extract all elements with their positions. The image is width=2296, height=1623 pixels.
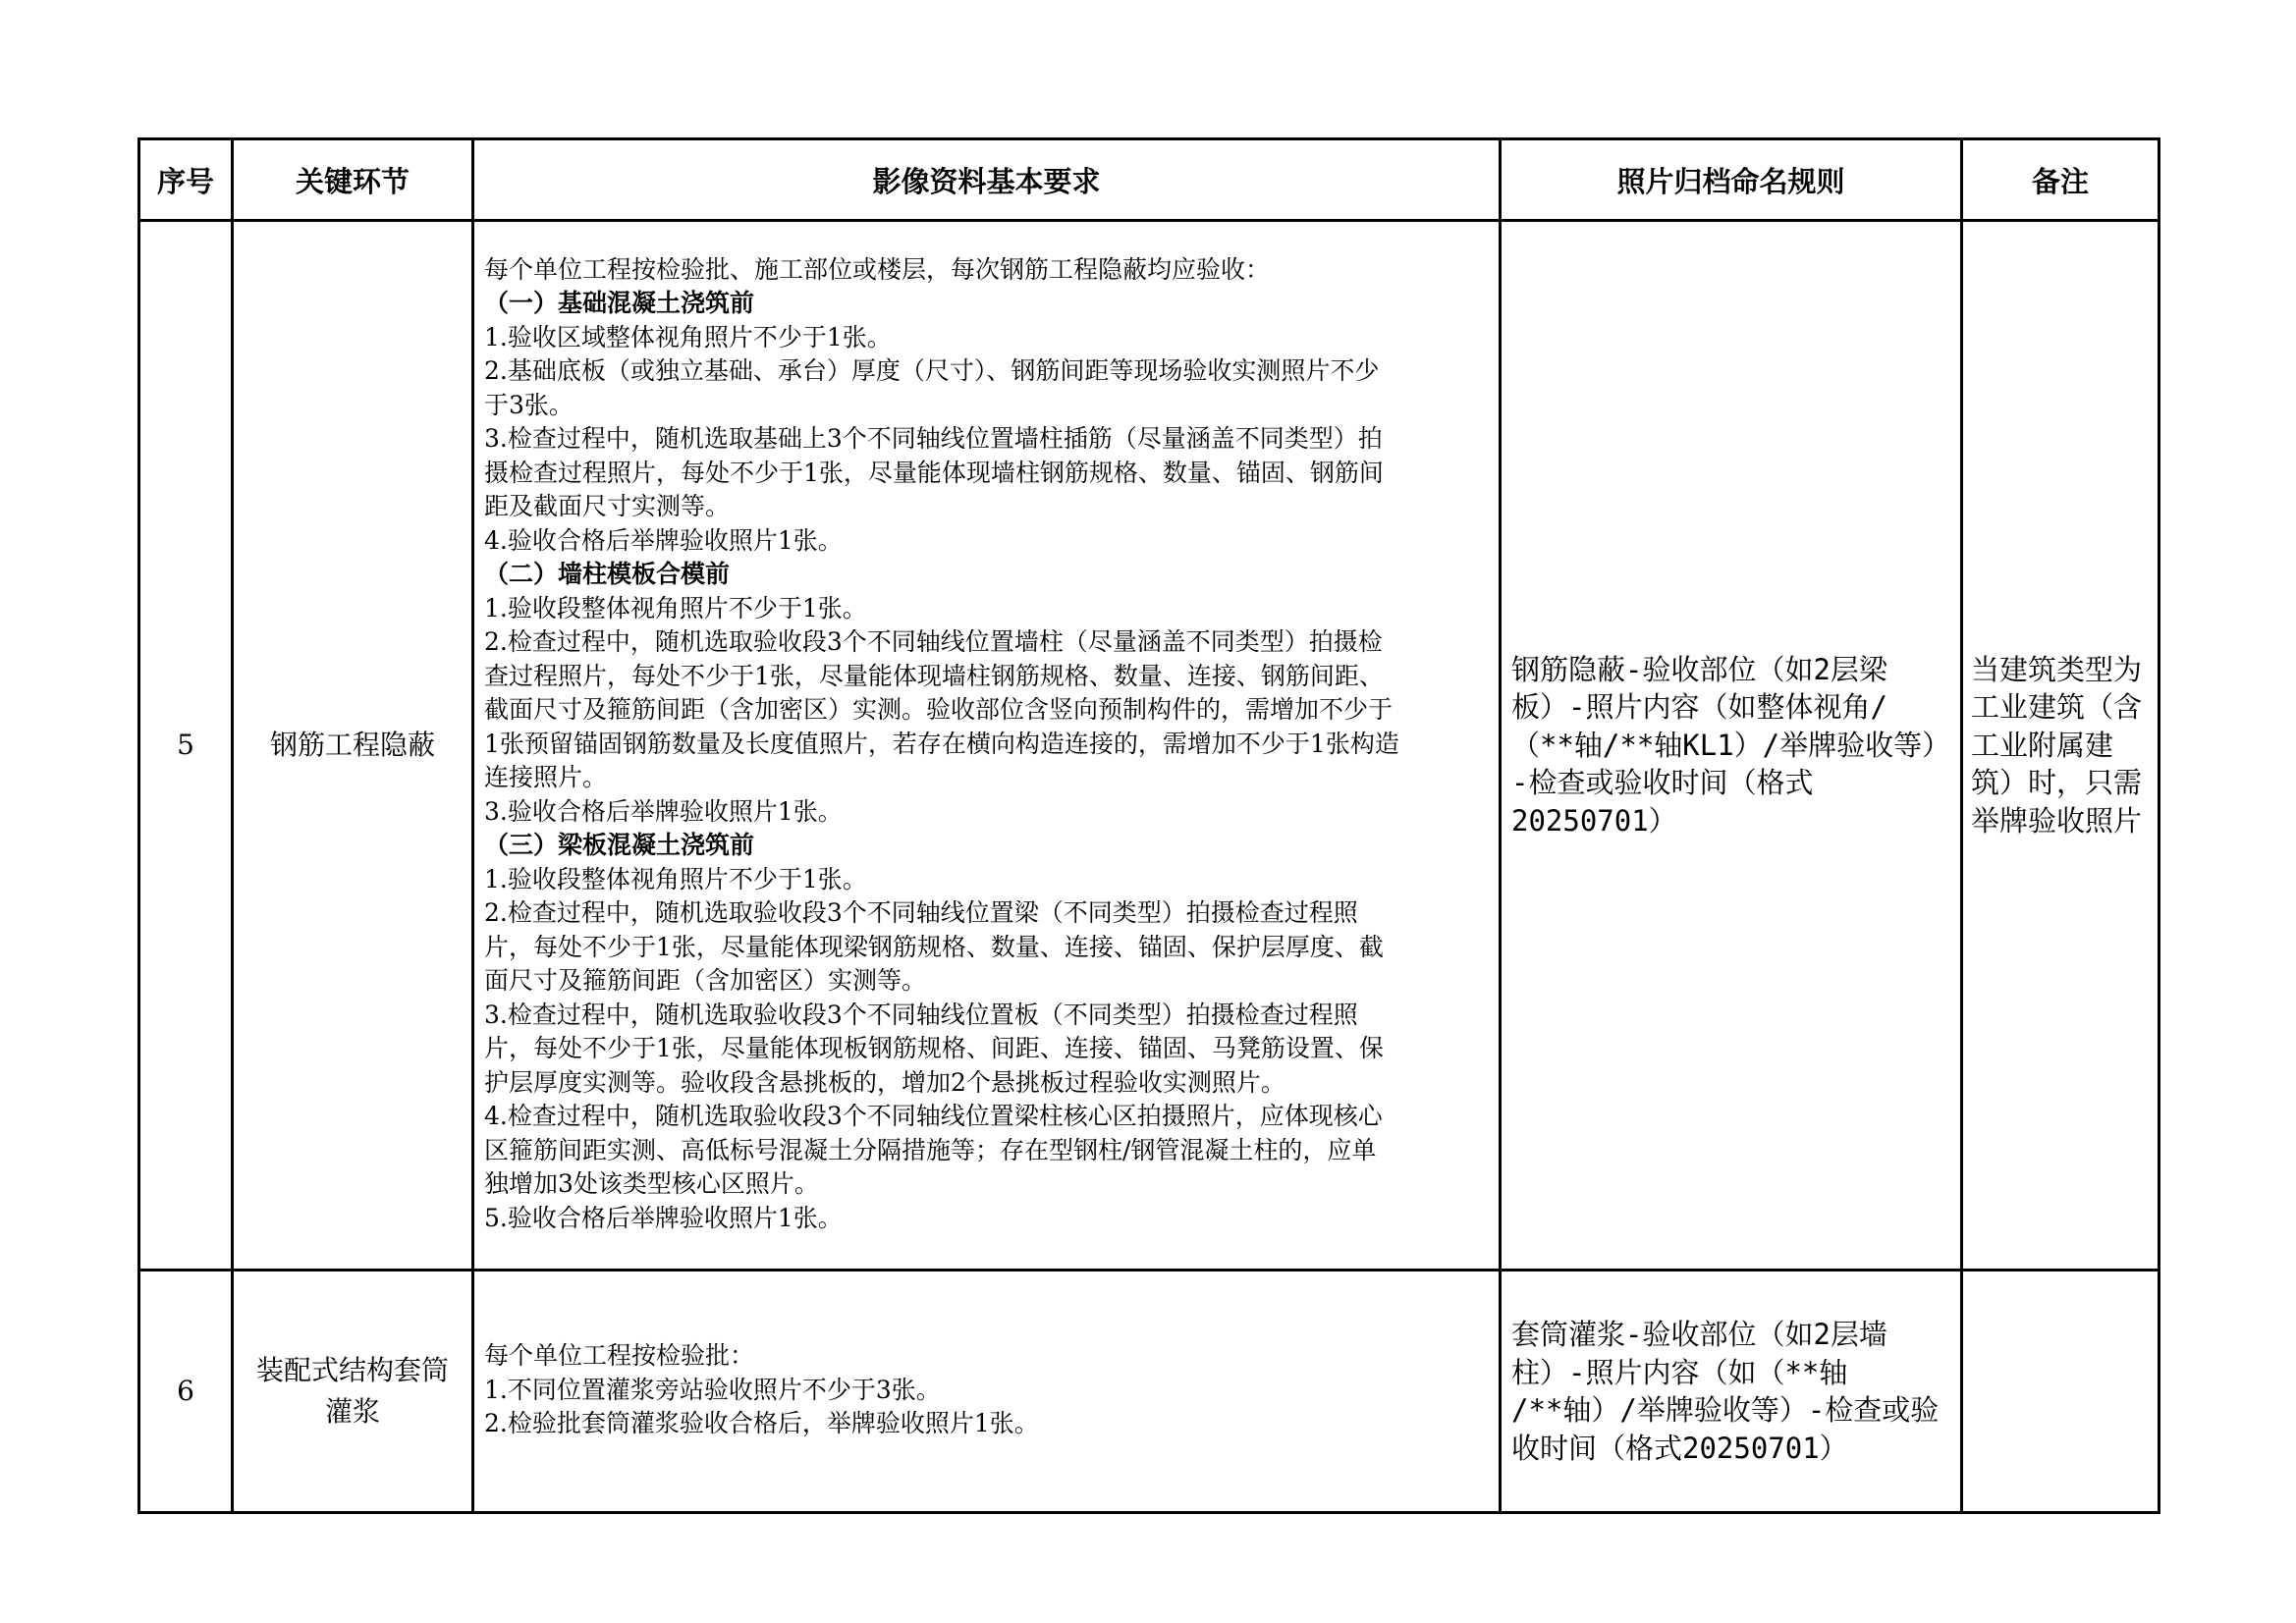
cell-line: （**轴/**轴KL1）/举牌验收等） <box>1511 728 1951 762</box>
table-row <box>139 1271 2159 1513</box>
requirement-line: 片，每处不少于1张，尽量能体现板钢筋规格、间距、连接、锚固、马凳筋设置、保 <box>484 1034 1384 1063</box>
requirement-line: 片，每处不少于1张，尽量能体现梁钢筋规格、数量、连接、锚固、保护层厚度、截 <box>484 932 1384 961</box>
cell-line: 工业建筑（含 <box>1971 690 2143 725</box>
requirement-line: 2.检查过程中，随机选取验收段3个不同轴线位置墙柱（尽量涵盖不同类型）拍摄检 <box>484 627 1383 657</box>
section-heading: （三）梁板混凝土浇筑前 <box>484 831 755 860</box>
header-note: 备注 <box>1962 139 2159 221</box>
cell-line: 柱）-照片内容（如（**轴 <box>1511 1355 1848 1389</box>
header-stage: 关键环节 <box>233 139 473 221</box>
header-no: 序号 <box>139 139 233 221</box>
requirement-line: 4.验收合格后举牌验收照片1张。 <box>484 525 843 555</box>
cell-line: 板）-照片内容（如整体视角/ <box>1511 690 1887 725</box>
cell-line: 钢筋隐蔽-验收部位（如2层梁 <box>1511 652 1887 686</box>
requirement-line: 区箍筋间距实测、高低标号混凝土分隔措施等；存在型钢柱/钢管混凝土柱的，应单 <box>484 1135 1377 1164</box>
requirement-line: 于3张。 <box>484 390 574 419</box>
row-number: 5 <box>139 221 233 1271</box>
requirement-line: 每个单位工程按检验批： <box>484 1341 755 1371</box>
requirement-line: 3.检查过程中，随机选取验收段3个不同轴线位置板（不同类型）拍摄检查过程照 <box>484 1000 1358 1029</box>
requirements-cell <box>473 1271 1501 1513</box>
requirement-line: 5.验收合格后举牌验收照片1张。 <box>484 1203 843 1232</box>
section-heading: （二）墙柱模板合模前 <box>484 560 731 589</box>
cell-line: 筑）时，只需 <box>1971 766 2143 800</box>
requirement-line: 2.基础底板（或独立基础、承台）厚度（尺寸）、钢筋间距等现场验收实测照片不少 <box>484 356 1380 386</box>
requirement-line: 面尺寸及箍筋间距（含加密区）实测等。 <box>484 966 927 996</box>
requirement-line: 3.验收合格后举牌验收照片1张。 <box>484 796 843 826</box>
table-header-row <box>139 139 2159 221</box>
requirement-line: 护层厚度实测等。验收段含悬挑板的，增加2个悬挑板过程验收实测照片。 <box>484 1067 1285 1097</box>
cell-line: /**轴）/举牌验收等）-检查或验 <box>1511 1393 1940 1427</box>
cell-line: 灌浆 <box>324 1395 380 1428</box>
requirements-cell <box>473 221 1501 1271</box>
requirement-line: 1.不同位置灌浆旁站验收照片不少于3张。 <box>484 1375 941 1404</box>
requirement-line: 1张预留锚固钢筋数量及长度值照片，若存在横向构造连接的，需增加不少于1张构造 <box>484 729 1399 758</box>
cell-line: 装配式结构套筒 <box>255 1354 449 1386</box>
note-cell <box>1962 221 2159 1271</box>
requirement-line: 独增加3处该类型核心区照片。 <box>484 1169 819 1199</box>
row-number: 6 <box>139 1271 233 1513</box>
naming-rule-cell <box>1501 221 1962 1271</box>
key-stage <box>233 1271 473 1513</box>
cell-line: 套筒灌浆-验收部位（如2层墙 <box>1511 1318 1887 1351</box>
requirement-line: 1.验收段整体视角照片不少于1张。 <box>484 864 867 893</box>
cell-line: 工业附属建 <box>1971 728 2114 762</box>
requirement-line: 2.检验批套筒灌浆验收合格后，举牌验收照片1张。 <box>484 1409 1039 1438</box>
requirement-line: 2.检查过程中，随机选取验收段3个不同轴线位置梁（不同类型）拍摄检查过程照 <box>484 898 1358 928</box>
cell-line: 20250701） <box>1511 803 1677 838</box>
cell-line: 举牌验收照片 <box>1971 803 2143 838</box>
cell-line: 收时间（格式20250701） <box>1511 1431 1848 1465</box>
requirement-line: 每个单位工程按检验批、施工部位或楼层，每次钢筋工程隐蔽均应验收： <box>484 254 1271 284</box>
requirement-line: 截面尺寸及箍筋间距（含加密区）实测。验收部位含竖向预制构件的，需增加不少于 <box>484 695 1394 725</box>
requirement-line: 距及截面尺寸实测等。 <box>484 492 731 521</box>
requirement-line: 查过程照片，每处不少于1张，尽量能体现墙柱钢筋规格、数量、连接、钢筋间距、 <box>484 661 1384 690</box>
inspection-photo-requirements-table <box>137 137 2160 1514</box>
requirement-line: 4.检查过程中，随机选取验收段3个不同轴线位置梁柱核心区拍摄照片，应体现核心 <box>484 1102 1383 1131</box>
naming-rule-cell <box>1501 1271 1962 1513</box>
cell-line: 当建筑类型为 <box>1971 652 2143 686</box>
header-requirements: 影像资料基本要求 <box>473 139 1501 221</box>
requirement-line: 摄检查过程照片，每处不少于1张，尽量能体现墙柱钢筋规格、数量、锚固、钢筋间 <box>484 458 1384 487</box>
table-row <box>139 221 2159 1271</box>
cell-line: -检查或验收时间（格式 <box>1511 766 1814 800</box>
requirement-line: 连接照片。 <box>484 763 608 792</box>
key-stage: 钢筋工程隐蔽 <box>233 221 473 1271</box>
note-cell <box>1962 1271 2159 1513</box>
requirement-line: 1.验收段整体视角照片不少于1张。 <box>484 593 867 622</box>
requirement-line: 3.检查过程中，随机选取基础上3个不同轴线位置墙柱插筋（尽量涵盖不同类型）拍 <box>484 424 1383 454</box>
section-heading: （一）基础混凝土浇筑前 <box>484 289 755 318</box>
header-naming-rule: 照片归档命名规则 <box>1501 139 1962 221</box>
requirement-line: 1.验收区域整体视角照片不少于1张。 <box>484 322 892 352</box>
